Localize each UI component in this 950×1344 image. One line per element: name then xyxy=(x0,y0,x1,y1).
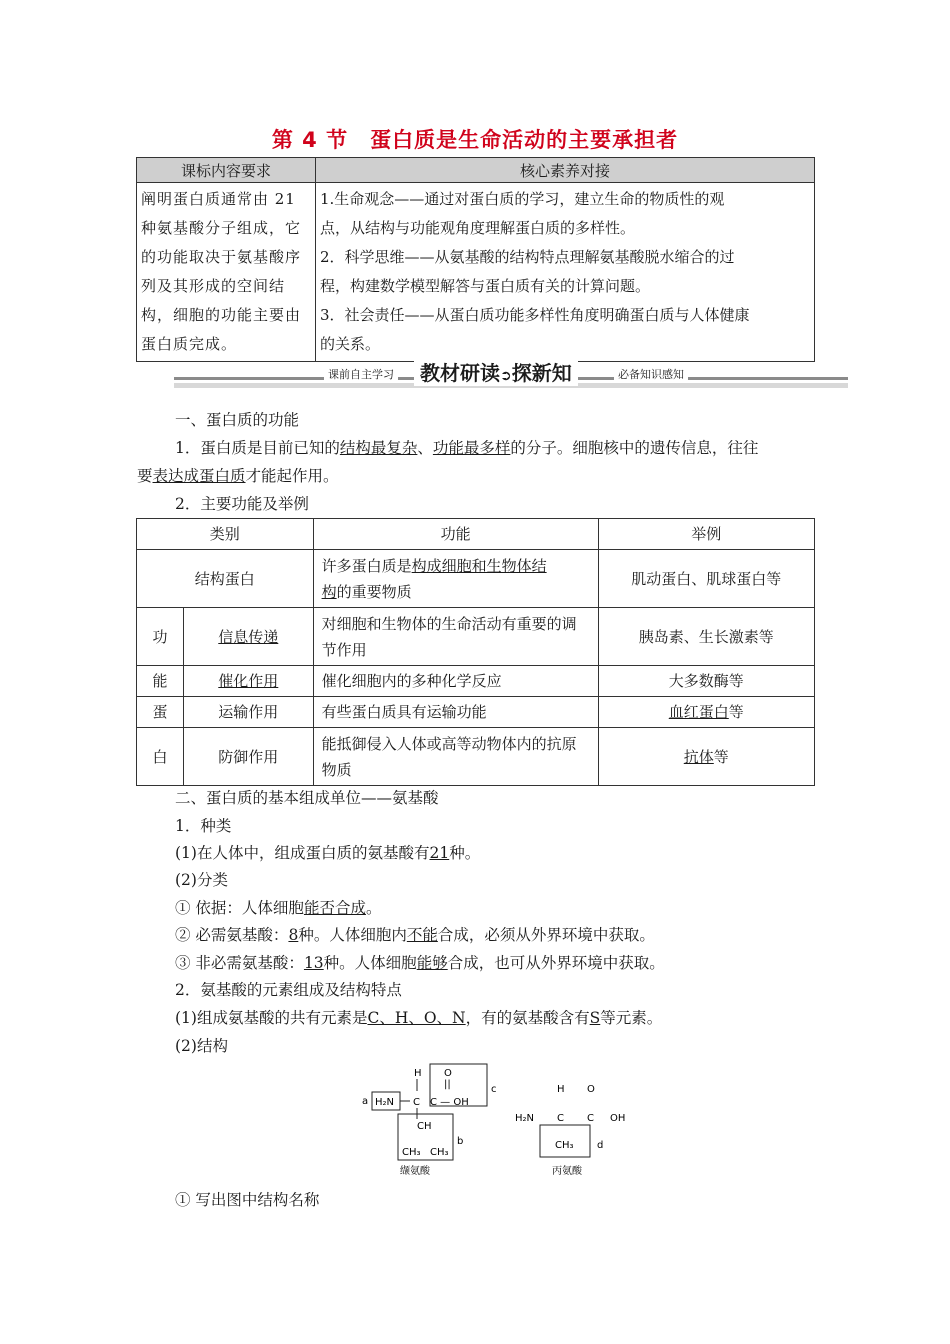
func-structural-text: 许多蛋白质是构成细胞和生物体结 构的重要物质 xyxy=(313,550,598,608)
func-side-char: 功 xyxy=(137,608,184,666)
label-b: b xyxy=(457,1136,464,1147)
valine-ch3-right: CH₃ xyxy=(430,1147,449,1158)
req-line: 2．科学思维——从氨基酸的结构特点理解氨基酸脱水缩合的过 xyxy=(320,248,735,266)
banner-right-text: 必备知识感知 xyxy=(614,366,688,382)
banner-main-2: 探新知 xyxy=(511,361,572,385)
req-head-left: 课标内容要求 xyxy=(137,158,316,183)
alanine-h: H xyxy=(557,1084,565,1095)
alanine-o: O xyxy=(587,1084,595,1095)
alanine-ch3: CH₃ xyxy=(555,1140,574,1151)
func-sub-category: 防御作用 xyxy=(184,728,314,786)
s2-line-2: (1)在人体中，组成蛋白质的氨基酸有21种。 xyxy=(175,844,481,862)
alanine-oh: OH xyxy=(610,1113,626,1124)
s2-line-6: ③ 非必需氨基酸：13种。人体细胞能够合成，也可从外界环境中获取。 xyxy=(175,954,665,972)
req-line: 1.生命观念——通过对蛋白质的学习，建立生命的物质性的观 xyxy=(320,190,725,208)
page-title: 第 4 节 蛋白质是生命活动的主要承担者 xyxy=(271,128,679,152)
alanine-name: 丙氨酸 xyxy=(552,1166,582,1177)
func-text: 催化细胞内的多种化学反应 xyxy=(313,666,598,697)
func-example: 抗体等 xyxy=(598,728,814,786)
banner-main-1: 教材研读 xyxy=(420,361,500,385)
s2-line-8: (1)组成氨基酸的共有元素是C、H、O、N，有的氨基酸含有S等元素。 xyxy=(175,1009,663,1027)
amino-acid-structure-figure xyxy=(360,1062,630,1180)
req-right-text xyxy=(316,183,815,362)
func-side-char: 白 xyxy=(137,728,184,786)
func-example: 大多数酶等 xyxy=(598,666,814,697)
s2-line-5: ② 必需氨基酸：8种。人体细胞内不能合成，必须从外界环境中获取。 xyxy=(175,926,655,944)
req-head-right: 核心素养对接 xyxy=(316,158,815,183)
paragraph-2: 2．主要功能及举例 xyxy=(175,495,309,513)
valine-ch: CH xyxy=(417,1121,432,1132)
req-line: 点，从结构与功能观角度理解蛋白质的多样性。 xyxy=(320,219,636,237)
requirements-table xyxy=(136,157,815,362)
s2-line-4: ① 依据：人体细胞能否合成。 xyxy=(175,899,382,917)
req-line: 3．社会责任——从蛋白质功能多样性角度明确蛋白质与人体健康 xyxy=(320,306,750,324)
valine-cooh: C — OH xyxy=(430,1097,469,1108)
chevron-right-icon: ➲ xyxy=(500,368,512,384)
function-table xyxy=(136,518,815,786)
s2-line-3: (2)分类 xyxy=(175,871,228,889)
banner-main-text xyxy=(414,357,578,386)
paragraph-1-line-2: 要表达成蛋白质才能起作用。 xyxy=(137,467,339,485)
alanine-c2: C xyxy=(587,1113,594,1124)
valine-h: H xyxy=(414,1068,422,1079)
alanine-nh2: H₂N xyxy=(515,1113,535,1124)
valine-c: C xyxy=(413,1097,420,1108)
valine-ch3-left: CH₃ xyxy=(402,1147,421,1158)
req-line: 程，构建数学模型解答与蛋白质有关的计算问题。 xyxy=(320,277,651,295)
func-example: 血红蛋白等 xyxy=(598,697,814,728)
req-left-text: 阐明蛋白质通常由 21 种氨基酸分子组成，它的功能取决于氨基酸序列及其形成的空间结构，细胞的功能主要由蛋白质完成。 xyxy=(137,183,316,362)
func-sub-category: 运输作用 xyxy=(184,697,314,728)
label-a: a xyxy=(362,1096,369,1107)
section1-heading: 一、蛋白质的功能 xyxy=(175,411,300,429)
func-sub-category: 催化作用 xyxy=(184,666,314,697)
label-c: c xyxy=(491,1084,497,1095)
func-head-category: 类别 xyxy=(137,519,314,550)
s2-line-1: 1．种类 xyxy=(175,817,232,835)
func-structural-example: 肌动蛋白、肌球蛋白等 xyxy=(598,550,814,608)
s2-line-7: 2．氨基酸的元素组成及结构特点 xyxy=(175,981,402,999)
req-line: 的关系。 xyxy=(320,335,381,353)
alanine-c1: C xyxy=(557,1113,564,1124)
paragraph-1-line-1: 1．蛋白质是目前已知的结构最复杂、功能最多样的分子。细胞核中的遗传信息，往往 xyxy=(175,439,759,457)
valine-double-bond: || xyxy=(444,1079,451,1090)
label-d: d xyxy=(597,1140,604,1151)
func-example: 胰岛素、生长激素等 xyxy=(598,608,814,666)
func-head-function: 功能 xyxy=(313,519,598,550)
func-text: 对细胞和生物体的生命活动有重要的调节作用 xyxy=(313,608,598,666)
s2-line-9: (2)结构 xyxy=(175,1037,228,1055)
func-sub-category: 信息传递 xyxy=(184,608,314,666)
banner-left-text: 课前自主学习 xyxy=(324,366,398,382)
func-cat-structural: 结构蛋白 xyxy=(137,550,314,608)
s2-line-10: ① 写出图中结构名称 xyxy=(175,1191,320,1209)
section2-heading: 二、蛋白质的基本组成单位——氨基酸 xyxy=(175,789,439,807)
func-text: 有些蛋白质具有运输功能 xyxy=(313,697,598,728)
func-text: 能抵御侵入人体或高等动物体内的抗原物质 xyxy=(313,728,598,786)
func-head-example: 举例 xyxy=(598,519,814,550)
func-side-char: 蛋 xyxy=(137,697,184,728)
section-banner xyxy=(174,357,848,391)
valine-nh2: H₂N xyxy=(375,1097,395,1108)
valine-name: 缬氨酸 xyxy=(400,1166,430,1177)
valine-o: O xyxy=(444,1068,452,1079)
func-side-char: 能 xyxy=(137,666,184,697)
